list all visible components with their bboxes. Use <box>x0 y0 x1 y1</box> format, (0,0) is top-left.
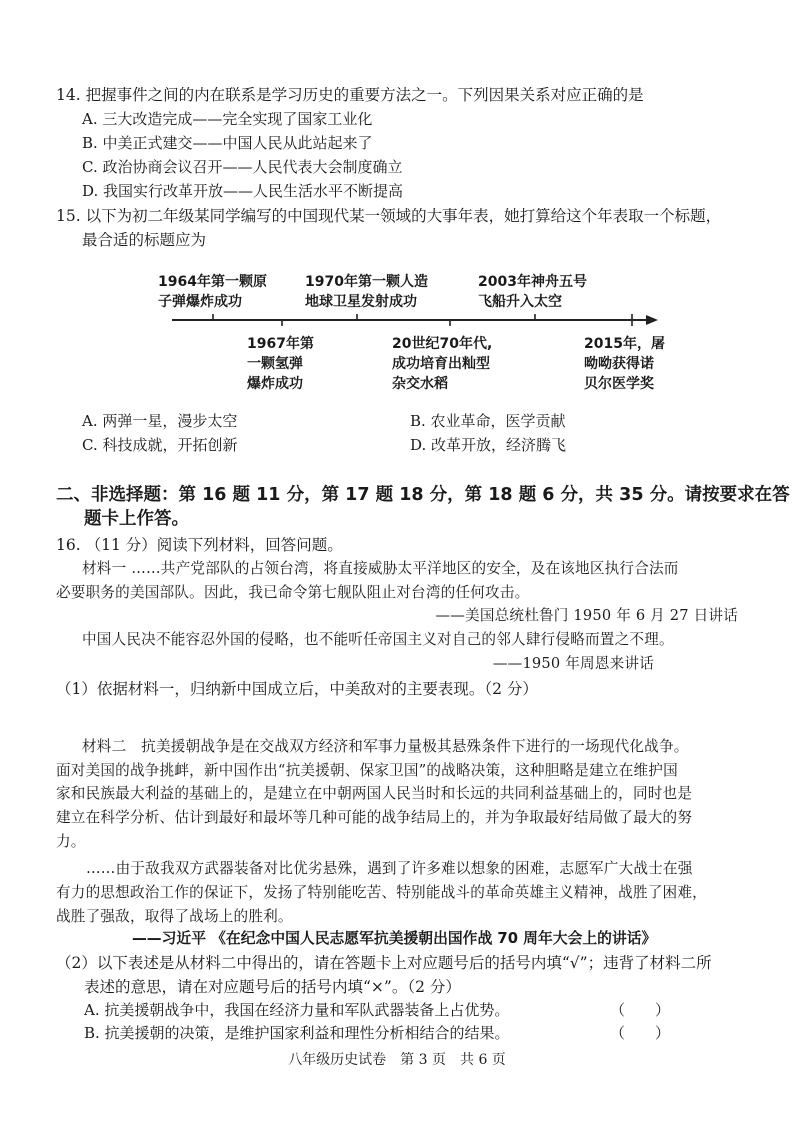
timeline-event-1970s-line3: 杂交水稻 <box>392 376 448 392</box>
q16-material1-quote2: 中国人民决不能容忍外国的侵略，也不能听任帝国主义对自己的邻人肆行侵略而置之不理。 <box>82 631 674 648</box>
q16-material2-line7: 有力的思想政治工作的保证下，发扬了特别能吃苦、特别能战斗的革命英雄主义精神，战胜了困难， <box>56 884 707 901</box>
q16-material2-line8: 战胜了强敌，取得了战场上的胜利。 <box>56 908 293 925</box>
q14-option-b: B. 中美正式建交——中国人民从此站起来了 <box>82 134 373 152</box>
q16-sub2-line2: 表述的意思，请在对应题号后的括号内填“×”。（2 分） <box>84 978 461 996</box>
timeline-event-1964-line1: 1964年第一颗原 <box>158 274 267 290</box>
timeline-event-1970s-line1: 20世纪70年代, <box>392 336 493 352</box>
q16-material2-line4: 建立在科学分析、估计到最好和最坏等几种可能的战争结局上的，并为争取最好结局做了最大的努 <box>56 809 693 826</box>
q15-option-c: C. 科技成就，开拓创新 <box>82 436 238 454</box>
q16-sub1: （1）依据材料一，归纳新中国成立后，中美敌对的主要表现。（2 分） <box>56 680 538 698</box>
q15-option-b: B. 农业革命，医学贡献 <box>410 412 566 430</box>
q16-material2-line1: 材料二 抗美援朝战争是在交战双方经济和军事力量极其悬殊条件下进行的一场现代化战争。 <box>82 738 689 755</box>
timeline-event-2015-line2: 呦呦获得诺 <box>584 356 654 372</box>
q16-material2-source: ——习近平 《在纪念中国人民志愿军抗美援朝出国作战 70 周年大会上的讲话》 <box>132 930 657 947</box>
q16-material1-source: ——美国总统杜鲁门 1950 年 6 月 27 日讲话 <box>435 607 738 624</box>
timeline-event-2015 <box>584 334 665 394</box>
q16-material2-line3: 家和民族最大利益的基础上的，是建立在中朝两国人民当时和长远的共同利益基础上的，同时也是 <box>56 785 693 802</box>
timeline-event-2015-line1: 2015年，屠 <box>584 336 665 352</box>
timeline-event-1967 <box>247 334 314 394</box>
q16-sub2-option-b: B. 抗美援朝的决策，是维护国家利益和理性分析相结合的结果。 <box>84 1024 510 1042</box>
q16-material2-line2: 面对美国的战争挑衅，新中国作出“抗美援朝、保家卫国”的战略决策，这种胆略是建立在维护国 <box>56 762 678 779</box>
q16-material1-line1: 材料一 ……共产党部队的占领台湾，将直接威胁太平洋地区的安全，及在该地区执行合法而 <box>82 560 679 577</box>
q15-option-a: A. 两弹一星，漫步太空 <box>82 412 238 430</box>
q16-sub2-answer-a[interactable]: （ ） <box>610 1001 671 1019</box>
timeline-event-2003-line1: 2003年神舟五号 <box>478 274 587 290</box>
q16-stem: 16. （11 分）阅读下列材料，回答问题。 <box>56 536 343 554</box>
q16-sub2-option-a: A. 抗美援朝战争中，我国在经济力量和军队武器装备上占优势。 <box>84 1001 510 1019</box>
timeline-event-2015-line3: 贝尔医学奖 <box>584 376 654 392</box>
timeline-event-1967-line1: 1967年第 <box>247 336 314 352</box>
timeline-event-1970-line1: 1970年第一颗人造 <box>305 274 428 290</box>
timeline-event-1970s <box>392 334 492 394</box>
timeline-axis <box>160 310 665 330</box>
q16-sub2-answer-b[interactable]: （ ） <box>610 1024 671 1042</box>
timeline-event-1970s-line2: 成功培育出籼型 <box>392 356 490 372</box>
q15-stem-line1: 15. 以下为初二年级某同学编写的中国现代某一领域的大事年表，她打算给这个年表取一个标题， <box>56 207 722 225</box>
timeline-event-1964-line2: 子弹爆炸成功 <box>158 294 242 310</box>
timeline-event-1967-line3: 爆炸成功 <box>247 376 303 392</box>
q16-material1-line2: 必要职务的美国部队。因此，我已命令第七舰队阻止对台湾的任何攻击。 <box>56 584 530 601</box>
q14-option-a: A. 三大改造完成——完全实现了国家工业化 <box>82 110 373 128</box>
timeline-event-1970-line2: 地球卫星发射成功 <box>305 294 417 310</box>
timeline-event-2003-line2: 飞船升入太空 <box>478 294 562 310</box>
section-2-heading-line2: 题卡上作答。 <box>84 509 189 529</box>
q14-option-d: D. 我国实行改革开放——人民生活水平不断提高 <box>82 182 404 200</box>
q15-stem-line2: 最合适的标题应为 <box>82 231 207 249</box>
q16-material2-line6: ……由于敌我双方武器装备对比优劣悬殊，遇到了许多难以想象的困难，志愿军广大战士在强 <box>86 860 693 877</box>
page-footer: 八年级历史试卷 第 3 页 共 6 页 <box>288 1052 506 1068</box>
section-2-heading-line1: 二、非选择题：第 16 题 11 分，第 17 题 18 分，第 18 题 6 分，共 35 分。请按要求在答 <box>56 485 790 505</box>
timeline-event-1970 <box>305 272 428 312</box>
timeline-event-1964 <box>158 272 267 312</box>
q14-stem: 14. 把握事件之间的内在联系是学习历史的重要方法之一。下列因果关系对应正确的是 <box>56 86 644 104</box>
q16-sub2-line1: （2）以下表述是从材料二中得出的，请在答题卡上对应题号后的括号内填“√”；违背了材料二所 <box>56 954 712 972</box>
q14-option-c: C. 政治协商会议召开——人民代表大会制度确立 <box>82 158 403 176</box>
q15-option-d: D. 改革开放，经济腾飞 <box>410 436 567 454</box>
q16-material2-line5: 力。 <box>56 833 86 850</box>
timeline-event-2003 <box>478 272 587 312</box>
q16-material1-source2: ——1950 年周恩来讲话 <box>492 655 654 672</box>
timeline-event-1967-line2: 一颗氢弹 <box>247 356 303 372</box>
